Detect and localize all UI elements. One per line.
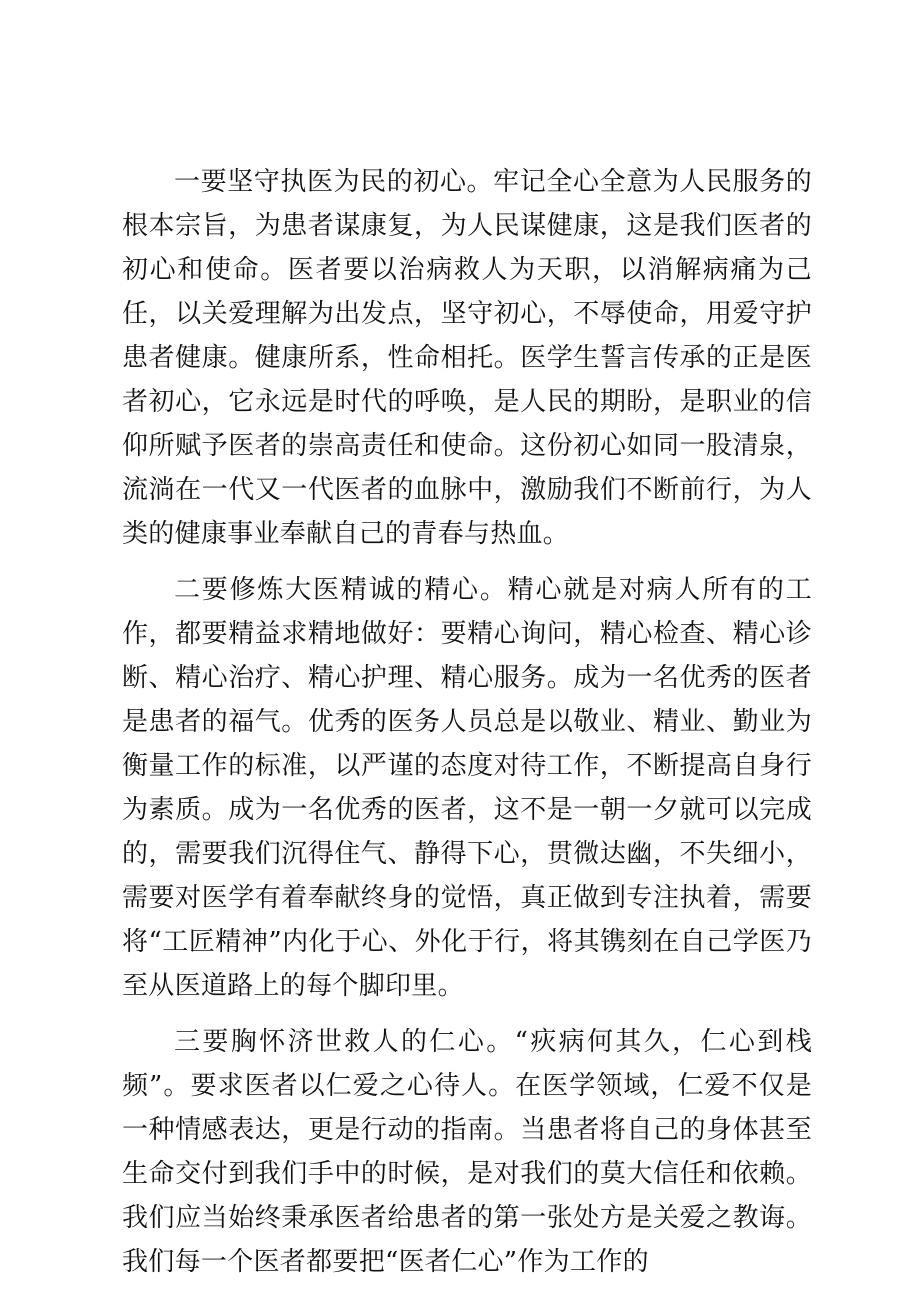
paragraph-1: 一要坚守执医为民的初心。牢记全心全意为人民服务的根本宗旨，为患者谋康复，为人民谋健康，这是我们医者的初心和使命。医者要以治病救人为天职，以消解病痛为己任，以关爱理解为出发点，坚守初心，不辱使命，用爱守护患者健康。健康所系，性命相托。医学生誓言传承的正是医者初心，它永远是时代的呼唤，是人民的期盼，是职业的信仰所赋予医者的崇高责任和使命。这份初心如同一股清泉，流淌在一代又一代医者的血脉中，激励我们不断前行，为人类的健康事业奉献自己的青春与热血。 <box>122 167 812 549</box>
paragraph-2: 二要修炼大医精诚的精心。精心就是对病人所有的工作，都要精益求精地做好：要精心询问，精心检查、精心诊断、精心治疗、精心护理、精心服务。成为一名优秀的医者是患者的福气。优秀的医务人员总是以敬业、精业、勤业为衡量工作的标准，以严谨的态度对待工作，不断提高自身行为素质。成为一名优秀的医者，这不是一朝一夕就可以完成的，需要我们沉得住气、静得下心，贯微达幽，不失细小，需要对医学有着奉献终身的觉悟，真正做到专注执着，需要将“工匠精神”内化于心、外化于行，将其镌刻在自己学医乃至从医道路上的每个脚印里。 <box>122 575 812 1001</box>
document-body <box>122 160 812 1296</box>
paragraph-3: 三要胸怀济世救人的仁心。“疢病何其久，仁心到栈频”。要求医者以仁爱之心待人。在医学领域，仁爱不仅是一种情感表达，更是行动的指南。当患者将自己的身体甚至生命交付到我们手中的时候，是对我们的莫大信任和依赖。我们应当始终秉承医者给患者的第一张处方是关爱之教诲。我们每一个医者都要把“医者仁心”作为工作的 <box>122 1027 812 1277</box>
